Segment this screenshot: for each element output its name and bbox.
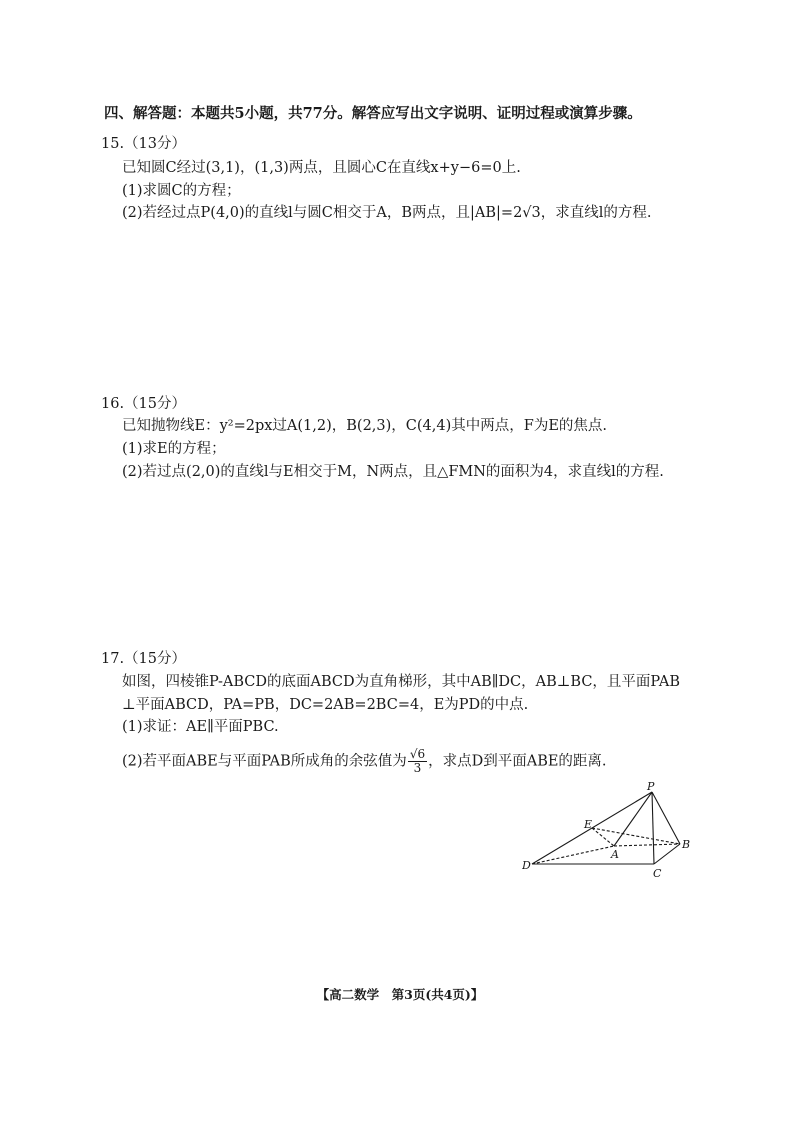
edge-EA bbox=[592, 828, 614, 846]
q16-part1: (1)求E的方程； bbox=[122, 441, 226, 457]
label-E: E bbox=[584, 818, 593, 831]
q15-stem: 已知圆C经过(3,1)，(1,3)两点，且圆心C在直线x+y−6=0上. bbox=[122, 160, 521, 176]
q17-part2-fraction bbox=[408, 748, 427, 775]
q15-part1: (1)求圆C的方程； bbox=[122, 183, 241, 199]
edge-PB bbox=[652, 792, 680, 844]
label-B: B bbox=[682, 838, 691, 851]
q16-part2: (2)若过点(2,0)的直线l与E相交于M，N两点，且△FMN的面积为4，求直线l的方程. bbox=[122, 464, 664, 480]
q17-number: 17.（15分） bbox=[101, 651, 187, 667]
edge-CB bbox=[654, 844, 680, 864]
q16-number: 16.（15分） bbox=[101, 396, 187, 412]
label-P: P bbox=[647, 782, 655, 793]
section-title: 四、解答题：本题共5小题，共77分。解答应写出文字说明、证明过程或演算步骤。 bbox=[104, 105, 642, 122]
label-C: C bbox=[653, 867, 662, 880]
label-A: A bbox=[611, 848, 619, 861]
label-D: D bbox=[522, 859, 531, 872]
fraction-denominator: 3 bbox=[413, 761, 422, 775]
q17-part2-text-before: (2)若平面ABE与平面PAB所成角的余弦值为 bbox=[122, 753, 407, 770]
q15-number: 15.（13分） bbox=[101, 136, 187, 152]
edge-AB bbox=[614, 844, 680, 846]
q17-stem-line1: 如图，四棱锥P-ABCD的底面ABCD为直角梯形，其中AB∥DC，AB⊥BC，且平面PAB bbox=[122, 674, 680, 690]
q17-stem-line2: ⊥平面ABCD，PA=PB，DC=2AB=2BC=4，E为PD的中点. bbox=[122, 697, 529, 713]
q16-stem: 已知抛物线E：y²=2px过A(1,2)，B(2,3)，C(4,4)其中两点，F为E的焦点. bbox=[122, 418, 608, 434]
q17-part2 bbox=[122, 748, 607, 775]
q17-part1: (1)求证：AE∥平面PBC. bbox=[122, 719, 279, 735]
page-footer: 【高二数学 第3页(共4页)】 bbox=[316, 987, 484, 1002]
fraction-numerator: √6 bbox=[409, 747, 426, 761]
q17-part2-text-after: ，求点D到平面ABE的距离. bbox=[428, 753, 607, 770]
edge-EB bbox=[592, 828, 680, 844]
pyramid-figure bbox=[522, 782, 702, 882]
edge-PC bbox=[652, 792, 654, 864]
edge-DA bbox=[532, 846, 614, 864]
q15-part2: (2)若经过点P(4,0)的直线l与圆C相交于A，B两点，且|AB|=2√3，求直线l的方程. bbox=[122, 205, 652, 221]
